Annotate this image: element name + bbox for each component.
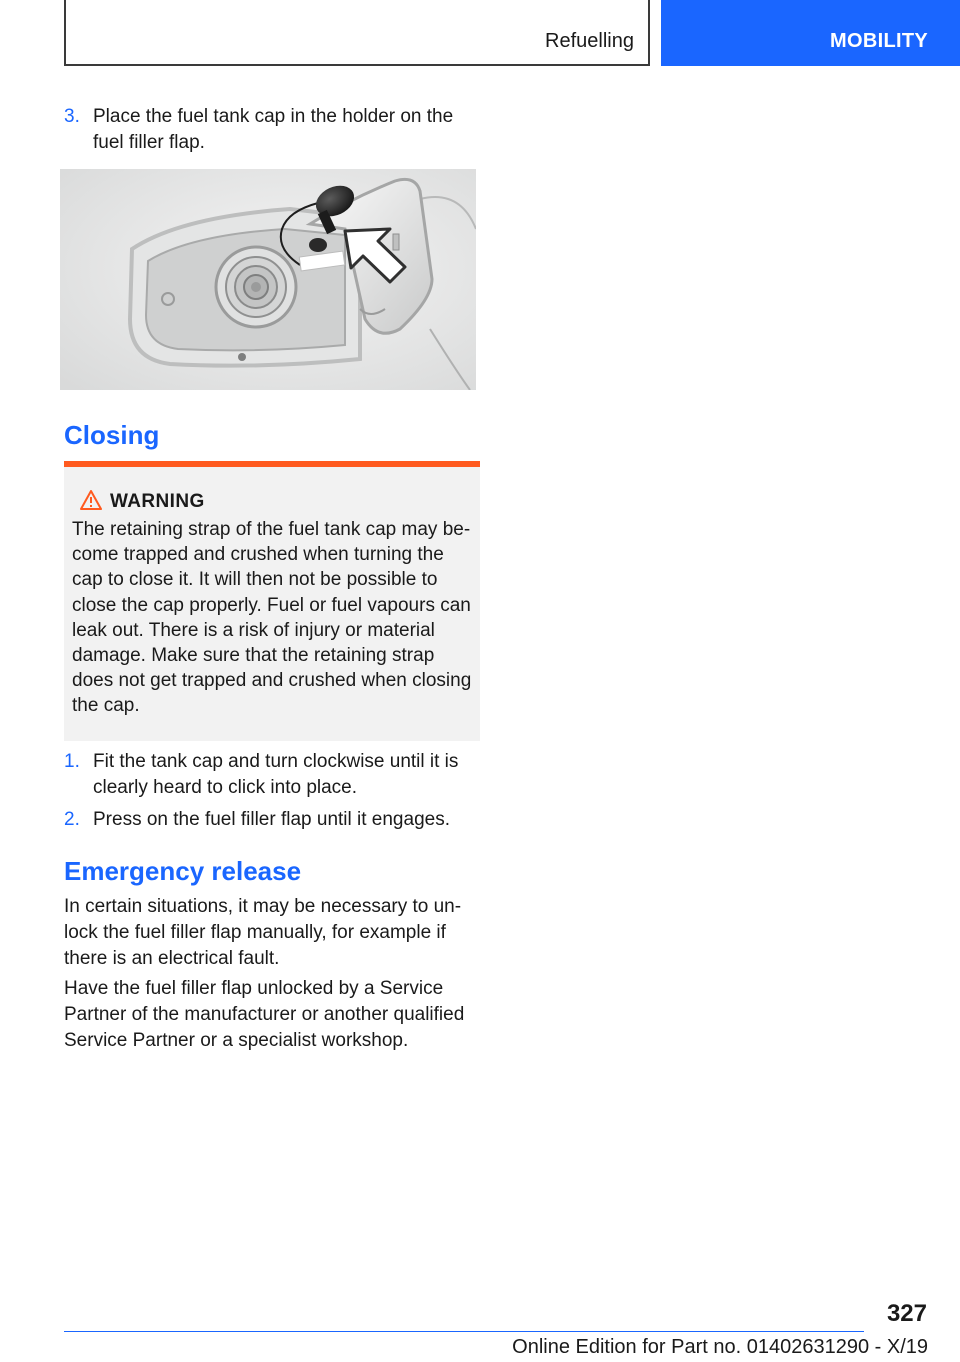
warning-text: The retaining strap of the fuel tank cap may become trapped and crushed when turning the cap to close it. It will then not be possible to close the cap properly. Fuel or fuel vapours can leak out. There is a risk of injury or material damage. Make sure that the retaining strap does not get trapped and crushed when closing the cap. — [72, 519, 472, 717]
section-title: Refuelling — [545, 30, 634, 52]
body-paragraph: Have the fuel filler flap unlocked by a Service Partner of the manufacturer or another qualified Service Partner or a specialist workshop. — [64, 978, 465, 1051]
step-number: 1. — [64, 751, 80, 772]
step-number: 3. — [64, 106, 80, 127]
chapter-tab — [661, 0, 960, 66]
step-text: Place the fuel tank cap in the holder on the fuel filler flap. — [93, 106, 454, 153]
step-number: 2. — [64, 809, 80, 830]
list-item — [64, 104, 480, 156]
footer-edition-text: Online Edition for Part no. 01402631290 - X/19 — [512, 1336, 928, 1358]
body-paragraph: In certain situations, it may be necessary to unlock the fuel filler flap manually, for example if there is an electrical fault. — [64, 896, 462, 969]
page-number: 327 — [886, 1300, 927, 1327]
section-heading-emergency-release: Emergency release — [64, 856, 302, 886]
list-item — [64, 807, 480, 833]
warning-triangle-icon — [80, 489, 102, 511]
section-heading-closing: Closing — [64, 420, 160, 450]
warning-title: WARNING — [110, 491, 205, 512]
fuel-filler-flap-illustration — [60, 169, 476, 390]
page-header — [64, 0, 960, 66]
step-text: Press on the fuel filler flap until it engages. — [93, 809, 450, 830]
section-header-box — [64, 0, 650, 66]
footer-divider — [64, 1331, 864, 1332]
chapter-title: MOBILITY — [830, 30, 928, 52]
fuel-cap-drawing — [60, 169, 476, 390]
step-text: Fit the tank cap and turn clockwise until it is clearly heard to click into place. — [93, 751, 459, 798]
list-item — [64, 749, 480, 801]
warning-box — [64, 461, 480, 741]
